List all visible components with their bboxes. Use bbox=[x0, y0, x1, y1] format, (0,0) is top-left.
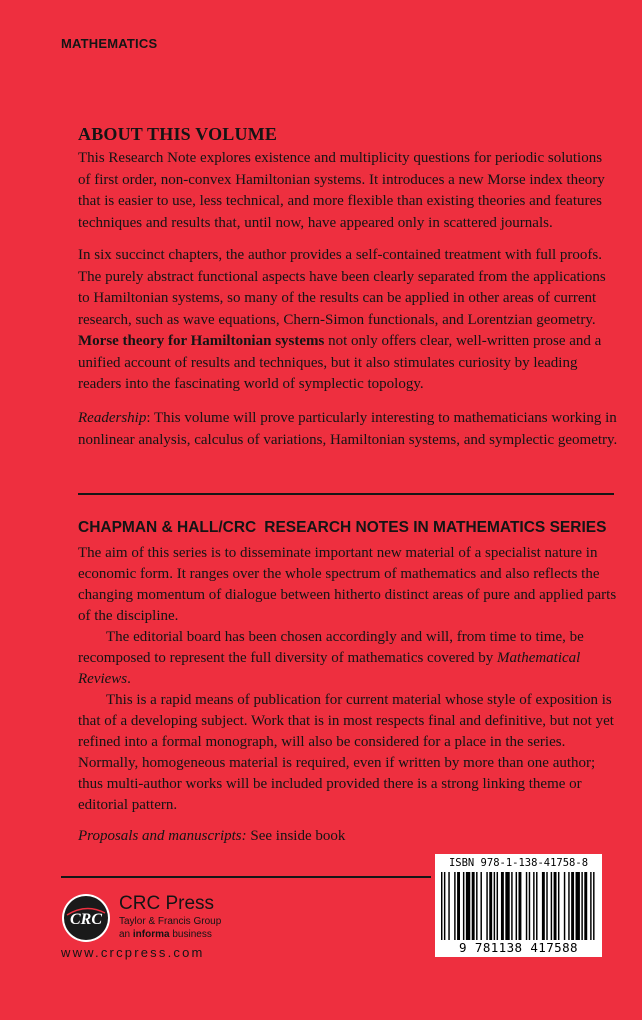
about-heading: ABOUT THIS VOLUME bbox=[78, 124, 278, 144]
publisher-website: www.crcpress.com bbox=[61, 945, 205, 960]
publisher-group: Taylor & Francis Group bbox=[119, 916, 222, 927]
barcode-bar bbox=[454, 872, 455, 940]
category-label: MATHEMATICS bbox=[61, 36, 158, 51]
barcode-icon bbox=[441, 872, 596, 940]
business-prefix: an bbox=[119, 929, 133, 940]
book-title: Morse theory for Hamiltonian systems bbox=[78, 333, 325, 349]
proposals-text: See inside book bbox=[246, 828, 346, 844]
barcode-bar bbox=[448, 872, 449, 940]
barcode-bar bbox=[576, 872, 580, 940]
about-paragraph-2-end: not only offers clear, well-written prose and a unified account of results and techniques, but it also stimulates curiosity by leading readers into the fascinating world of symplectic topology. bbox=[78, 333, 602, 392]
readership-paragraph bbox=[78, 408, 618, 451]
about-paragraph-2-start: In six succinct chapters, the author provides a self-contained treatment with full proofs. The purely abstract functional aspects have been clearly separated from the applications to Hamiltonian systems, so many of the results can be applied in other areas of current research, such as wave equations, Chern-Simon functionals, and Lorentzian geometry. bbox=[78, 247, 606, 328]
barcode-bar bbox=[536, 872, 537, 940]
barcode-bar bbox=[494, 872, 495, 940]
barcode-bar bbox=[568, 872, 569, 940]
series-paragraph-3: This is a rapid means of publication for current material whose style of exposition is that of a developing subject. Work that is in most respects final and definitive, but not yet refined into a formal monograph, will also be considered for a place in the series. Normally, homogeneous material is required, even if written by more than one author; thus multi-author works will be included provided there is a strong linking theme or editorial pattern. bbox=[78, 692, 614, 813]
publisher-text bbox=[119, 893, 221, 941]
crc-logo-lettering: CRC bbox=[69, 911, 103, 928]
barcode-box bbox=[435, 854, 602, 957]
barcode-bar bbox=[441, 872, 442, 940]
about-paragraph-2 bbox=[78, 245, 618, 396]
barcode-digits: 9 781138 417588 bbox=[459, 940, 578, 955]
about-paragraph-1: This Research Note explores existence and multiplicity questions for periodic solutions of first order, non-convex Hamiltonian systems. It introduces a new Morse index theory that is easier to use, less technical, and more flexible than existing theories and features techniques and results that, until now, have appeared only in scattered journals. bbox=[78, 150, 605, 231]
barcode-bar bbox=[529, 872, 530, 940]
barcode-bar bbox=[516, 872, 517, 940]
barcode-bar bbox=[486, 872, 487, 940]
business-suffix: business bbox=[169, 929, 212, 940]
barcode-bar bbox=[533, 872, 534, 940]
barcode-bar bbox=[554, 872, 557, 940]
barcode-bar bbox=[551, 872, 552, 940]
barcode-bar bbox=[593, 872, 594, 940]
barcode-bar bbox=[457, 872, 460, 940]
barcode-bar bbox=[497, 872, 498, 940]
publisher-name: CRC Press bbox=[119, 893, 215, 914]
barcode-bar bbox=[505, 872, 509, 940]
barcode-bar bbox=[466, 872, 470, 940]
readership-text: : This volume will prove particularly interesting to mathematicians working in nonlinear analysis, calculus of variations, Hamiltonian systems, and symplectic geometry. bbox=[78, 410, 618, 448]
series-paragraph-1: The aim of this series is to disseminate important new material of a specialist nature in economic form. It ranges over the whole spectrum of mathematics and also reflects the changing momentum of dialogue between hitherto distinct areas of pure and applied parts of the discipline. bbox=[78, 545, 617, 624]
barcode-bar bbox=[546, 872, 547, 940]
proposals-line bbox=[78, 826, 618, 847]
series-paragraph-2 bbox=[78, 627, 618, 690]
series-paragraph-2-end: . bbox=[127, 671, 131, 687]
barcode-bar bbox=[476, 872, 477, 940]
barcode-bar bbox=[571, 872, 574, 940]
publisher-business bbox=[119, 928, 221, 941]
barcode-bar bbox=[480, 872, 481, 940]
series-publisher: CHAPMAN & HALL/CRC bbox=[78, 519, 257, 536]
footer-divider bbox=[61, 876, 431, 878]
barcode-bar bbox=[542, 872, 545, 940]
barcode-bar bbox=[584, 872, 587, 940]
section-divider bbox=[78, 493, 614, 495]
proposals-label: Proposals and manuscripts: bbox=[78, 828, 247, 844]
barcode-bar bbox=[501, 872, 504, 940]
journal-name: Mathematical Reviews bbox=[78, 650, 581, 687]
business-bold: informa bbox=[132, 929, 170, 940]
barcode-bar bbox=[526, 872, 527, 940]
barcode-bar bbox=[558, 872, 559, 940]
series-name: RESEARCH NOTES IN MATHEMATICS SERIES bbox=[264, 519, 607, 536]
barcode-bar bbox=[564, 872, 565, 940]
barcode-bar bbox=[581, 872, 582, 940]
about-section bbox=[78, 124, 618, 396]
crc-logo-icon bbox=[61, 893, 111, 943]
barcode-bar bbox=[472, 872, 475, 940]
isbn-label: ISBN 978-1-138-41758-8 bbox=[448, 857, 589, 869]
series-section bbox=[78, 519, 618, 847]
series-heading bbox=[78, 519, 618, 537]
barcode-bar bbox=[444, 872, 445, 940]
series-paragraph-2-start: The editorial board has been chosen accordingly and will, from time to time, be recomposed to represent the full diversity of mathematics covered by bbox=[78, 629, 584, 666]
barcode-bar bbox=[511, 872, 512, 940]
barcode-bar bbox=[519, 872, 522, 940]
barcode-bar bbox=[590, 872, 591, 940]
barcode-bar bbox=[463, 872, 464, 940]
barcode-bar bbox=[489, 872, 492, 940]
readership-label: Readership bbox=[78, 410, 147, 426]
